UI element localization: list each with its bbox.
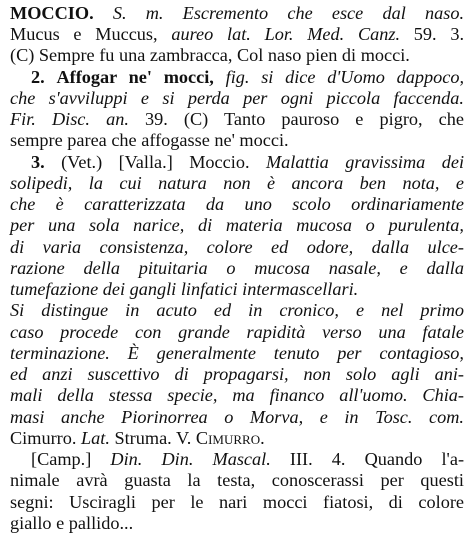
entry-line-6 (10, 109, 464, 130)
entry-line-11: per una sola narice, di materia mucosa o purulenta, (10, 215, 464, 236)
sense-phrase: Affogar ne' mocci, (56, 66, 214, 87)
quotation: (C) Tanto pauroso e pigro, che (183, 109, 465, 130)
entry-line-15: Si distingue in acuto ed in cronico, e nel primo (10, 300, 464, 321)
entry-line-20: masi anche Piorinorrea o Morva, e in Tosc. com. (10, 406, 464, 427)
entry-line-10: che è caratterizzata da uno scolo ordinariamente (10, 194, 464, 215)
headword: MOCCIO. (10, 3, 94, 23)
entry-line-9: solipedi, la cui natura non è ancora ben nota, e (10, 172, 464, 193)
entry-line-4 (31, 67, 464, 88)
entry-line-1 (10, 3, 464, 24)
entry-line-12: di varia consistenza, colore ed odore, dalla ulce- (10, 236, 464, 257)
citation-ref: 59. 3. (413, 24, 465, 45)
citation: Fir. Disc. an. (10, 109, 129, 130)
latin-term: Mucus e Muccus, (10, 24, 158, 45)
entry-line-21 (10, 428, 464, 449)
citation-ref: III. 4. (289, 449, 346, 470)
entry-line-14: tumefazione dei gangli linfatici intermascellari. (10, 279, 359, 300)
entry-line-13: razione della pituitaria o mucosa nasale, e dalla (10, 257, 464, 278)
source-tag: [Camp.] (31, 449, 92, 470)
entry-line-22 (31, 449, 464, 470)
entry-line-16: caso procede con grande rapidità verso una fatale (10, 321, 464, 342)
cross-reference: Cimurro. (195, 427, 265, 448)
entry-line-7: sempre parea che affogasse ne' mocci. (10, 130, 289, 151)
entry-line-3 (10, 45, 464, 66)
sense-definition: Malattia gravissima dei (265, 151, 465, 172)
entry-line-2 (10, 24, 464, 45)
grammar-label: S. m. (112, 3, 164, 23)
see-also-label: V. (175, 427, 192, 448)
citation-ref: 39. (145, 109, 168, 130)
entry-line-25: giallo e pallido... (10, 512, 134, 533)
sense-number: 2. (31, 66, 45, 87)
sense-tags: (Vet.) [Valla.] Moccio. (61, 151, 250, 172)
quotation: (C) Sempre fu una zambracca, Col naso pien di mocci. (10, 45, 410, 66)
latin-label: Lat. (80, 427, 110, 448)
entry-line-23: nimale avrà guasta la testa, conoscerassi per questi (10, 470, 464, 491)
sense-definition: fig. si dice d'Uomo dappoco, (225, 66, 465, 87)
citation: Din. Din. Mascal. (110, 449, 271, 470)
quotation: Quando l'a- (364, 449, 465, 470)
entry-line-18: ed anzi suscettivo di propagarsi, non solo agli ani- (10, 364, 464, 385)
entry-line-17: terminazione. È generalmente tenuto per contagioso, (10, 342, 464, 363)
entry-line-8 (31, 152, 464, 173)
definition-text: Escremento che esce dal naso. (182, 3, 465, 23)
entry-line-19: mali della stessa specie, ma financo all'uomo. Chia- (10, 385, 464, 406)
synonym: Cimurro. (10, 427, 77, 448)
citation: aureo lat. Lor. Med. Canz. (171, 24, 401, 45)
latin-term: Struma. (114, 427, 172, 448)
entry-line-24: segni: Usciragli per le nari mocci fiatosi, di colore (10, 491, 464, 512)
entry-line-5: che s'avviluppi e si perda per ogni piccola faccenda. (10, 87, 464, 108)
sense-number: 3. (31, 151, 45, 172)
